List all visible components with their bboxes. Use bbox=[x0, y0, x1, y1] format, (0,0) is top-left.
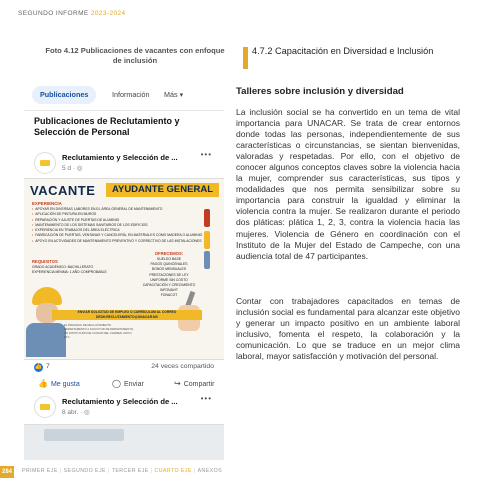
list-item: BONOS MENSUALES bbox=[151, 267, 187, 272]
list-item: • EXPERIENCIA EN TRABAJOS DEL ÁREA ELÉCTRICA bbox=[32, 228, 210, 233]
tab-mas[interactable] bbox=[156, 86, 191, 104]
tab-informacion[interactable]: Información bbox=[112, 90, 150, 99]
list-item: • REPARACIÓN Y AJUSTE DE PUERTAS DE ALUMINIO bbox=[32, 218, 210, 223]
share-button[interactable] bbox=[174, 378, 214, 390]
footer-nav-item[interactable]: PRIMER EJE bbox=[22, 468, 58, 474]
footer-nav-item[interactable]: SEGUNDO EJE bbox=[63, 468, 106, 474]
like-icon: 👍 bbox=[34, 364, 43, 370]
list-item: • FABRICACIÓN DE PUERTAS, VENTANAS Y CANCELERÍA, EN MATERIALES COMO MADERA O ALUMINIO bbox=[32, 233, 210, 238]
figure-caption: Foto 4.12 Publicaciones de vacantes con enfoque de inclusión bbox=[45, 46, 225, 65]
footer-nav bbox=[22, 468, 222, 474]
flyer-offer-title: OFRECEMOS: bbox=[154, 251, 184, 256]
list-item: • APOYO EN ACTIVIDADES DE MANTENIMIENTO PREVENTIVO Y CORRECTIVO DE LAS INSTALACIONES bbox=[32, 239, 210, 244]
section-title: 4.7.2 Capacitación en Diversidad e Inclusión bbox=[252, 46, 434, 56]
nav-separator: | bbox=[107, 468, 110, 474]
like-button[interactable] bbox=[38, 378, 80, 390]
like-button-label: Me gusta bbox=[50, 381, 80, 388]
section-accent-bar bbox=[243, 47, 248, 69]
flyer-title: VACANTE bbox=[30, 183, 96, 198]
list-item: UNIFORME SIN COSTO bbox=[150, 277, 188, 282]
send-button[interactable] bbox=[112, 378, 144, 390]
post-header bbox=[34, 394, 224, 424]
list-item: PAGOS QUINCENALES bbox=[150, 262, 188, 267]
flyer-requirements: GRADO ACADÉMICO: BACHILLERATO EXPERIENCIA MÍNIMA: 1 AÑO COMPROBABLE bbox=[32, 265, 107, 274]
flyer-requirements-title: REQUISITOS bbox=[32, 259, 58, 264]
running-header bbox=[18, 10, 126, 17]
tab-mas-label: Más bbox=[164, 90, 178, 99]
list-item: INFONAVIT bbox=[160, 288, 178, 293]
header-year: 2023-2024 bbox=[90, 10, 126, 17]
list-item: • APOYAR EN DIVERSAS LABORES EN EL ÁREA GENERAL DE MANTENIMIENTO bbox=[32, 207, 210, 212]
flyer-experience-list bbox=[32, 207, 210, 244]
header-text: SEGUNDO INFORME bbox=[18, 10, 89, 17]
list-item: CAPACITACIÓN Y CRECIMIENTO bbox=[142, 283, 196, 288]
list-item: • MANTENIMIENTO DE LOS SISTEMAS SANITARIOS DE LOS EDIFICIOS bbox=[32, 223, 210, 228]
profile-tabs bbox=[32, 86, 224, 106]
share-button-label: Compartir bbox=[183, 381, 215, 388]
footer-nav-item-active[interactable]: CUARTO EJE bbox=[154, 468, 192, 474]
posts-section-title: Publicaciones de Reclutamiento y Selección de Personal bbox=[34, 116, 180, 137]
screwdriver-icon bbox=[204, 209, 210, 227]
messenger-icon: ◯ bbox=[112, 379, 121, 388]
body-paragraph-1: La inclusión social se ha convertido en un tema de vital importancia para UNACAR. Se trata de crear entornos donde todas las personas, independientemente de sus características o circunstancias, se sientan bienvenidas, valoradas y respetadas. Por ello, con el objetivo de conocer algunos conceptos claves sobre la violencia hacia la mujer, comprender sus características, sus tipos y modalidades que nos permita sensibilizar sobre su importancia para construir la igualdad y eliminar la violencia contra la mujer. Se realizaron durante el periodo dos pláticas: plática 1, 2, 3, contra la violencia hacia las mujeres. Violencia de Género en coordinación con el Instituto de la Mujer del Estado de Campeche, con una audiencia total de 47 participantes. bbox=[236, 107, 460, 261]
send-button-label: Enviar bbox=[123, 381, 144, 388]
list-item: • APLICACIÓN DE PINTURA EN MUROS bbox=[32, 212, 210, 217]
footer-nav-item[interactable]: ANEXOS bbox=[197, 468, 223, 474]
vacancy-flyer-image[interactable] bbox=[24, 178, 224, 360]
post-time: 5 d · ◎ bbox=[62, 165, 83, 172]
hammer-icon bbox=[204, 251, 210, 269]
share-icon: ↪ bbox=[174, 379, 181, 388]
flyer-send-cv: ENVIAR SOLICITUD DE EMPLEO O CURRÍCULUM AL CORREO DEDH.RECLUTAMIENTO@UNACAR.MX bbox=[52, 310, 202, 320]
tools-illustration bbox=[200, 209, 216, 269]
flyer-address: EL PROCESO DE RECLUTAMIENTO DEPARTAMENTO A SOLICITUD DE DEPARTAMENTO, UN INSTITUCIÓN DE CIUDAD DEL CARMEN, MAYO, ETC. bbox=[64, 323, 134, 339]
thumbs-up-icon: 👍 bbox=[38, 379, 48, 388]
nav-separator: | bbox=[59, 468, 62, 474]
share-count[interactable]: 24 veces compartido bbox=[151, 363, 214, 370]
flyer-experience-title: EXPERIENCIA bbox=[32, 201, 62, 206]
flyer-badge: AYUDANTE GENERAL bbox=[106, 183, 219, 197]
subheading: Talleres sobre inclusión y diversidad bbox=[236, 86, 404, 97]
nav-separator: | bbox=[193, 468, 196, 474]
more-options-icon[interactable]: ••• bbox=[200, 150, 212, 159]
tab-publicaciones[interactable]: Publicaciones bbox=[32, 86, 96, 104]
avatar[interactable] bbox=[34, 396, 56, 418]
list-item: FONACOT bbox=[160, 293, 178, 298]
chevron-down-icon: ▾ bbox=[179, 90, 184, 99]
paint-brush-icon bbox=[204, 231, 210, 249]
post-header bbox=[34, 150, 224, 180]
list-item: PRESTACIONES DE LEY bbox=[149, 272, 189, 277]
post-time: 8 abr. · ◎ bbox=[62, 409, 90, 416]
page-number: 284 bbox=[0, 466, 14, 478]
nav-separator: | bbox=[150, 468, 153, 474]
facebook-screenshot bbox=[24, 78, 224, 460]
more-options-icon[interactable]: ••• bbox=[200, 394, 212, 403]
like-count[interactable]: 7 bbox=[46, 363, 50, 370]
worker-illustration bbox=[26, 287, 66, 357]
tabs-divider bbox=[24, 110, 224, 111]
post-image-preview[interactable] bbox=[24, 424, 224, 460]
post-stats bbox=[34, 362, 214, 374]
body-paragraph-2: Contar con trabajadores capacitados en temas de inclusión social es fundamental para alcanzar este objetivo y generar un impacto positivo en un ambiente laboral inclusivo, fomenta el respeto, la colaboración y la comunicación. Lo que se traduce en un mejor clima laboral, mayor satisfacción y motivación del personal. bbox=[236, 296, 460, 362]
post-author[interactable]: Reclutamiento y Selección de ... bbox=[62, 153, 178, 162]
post-actions bbox=[34, 378, 224, 392]
footer-nav-item[interactable]: TERCER EJE bbox=[111, 468, 149, 474]
list-item: SUELDO BASE bbox=[157, 257, 181, 261]
post-author[interactable]: Reclutamiento y Selección de ... bbox=[62, 397, 178, 406]
avatar[interactable] bbox=[34, 152, 56, 174]
worker-shirt bbox=[26, 323, 66, 357]
